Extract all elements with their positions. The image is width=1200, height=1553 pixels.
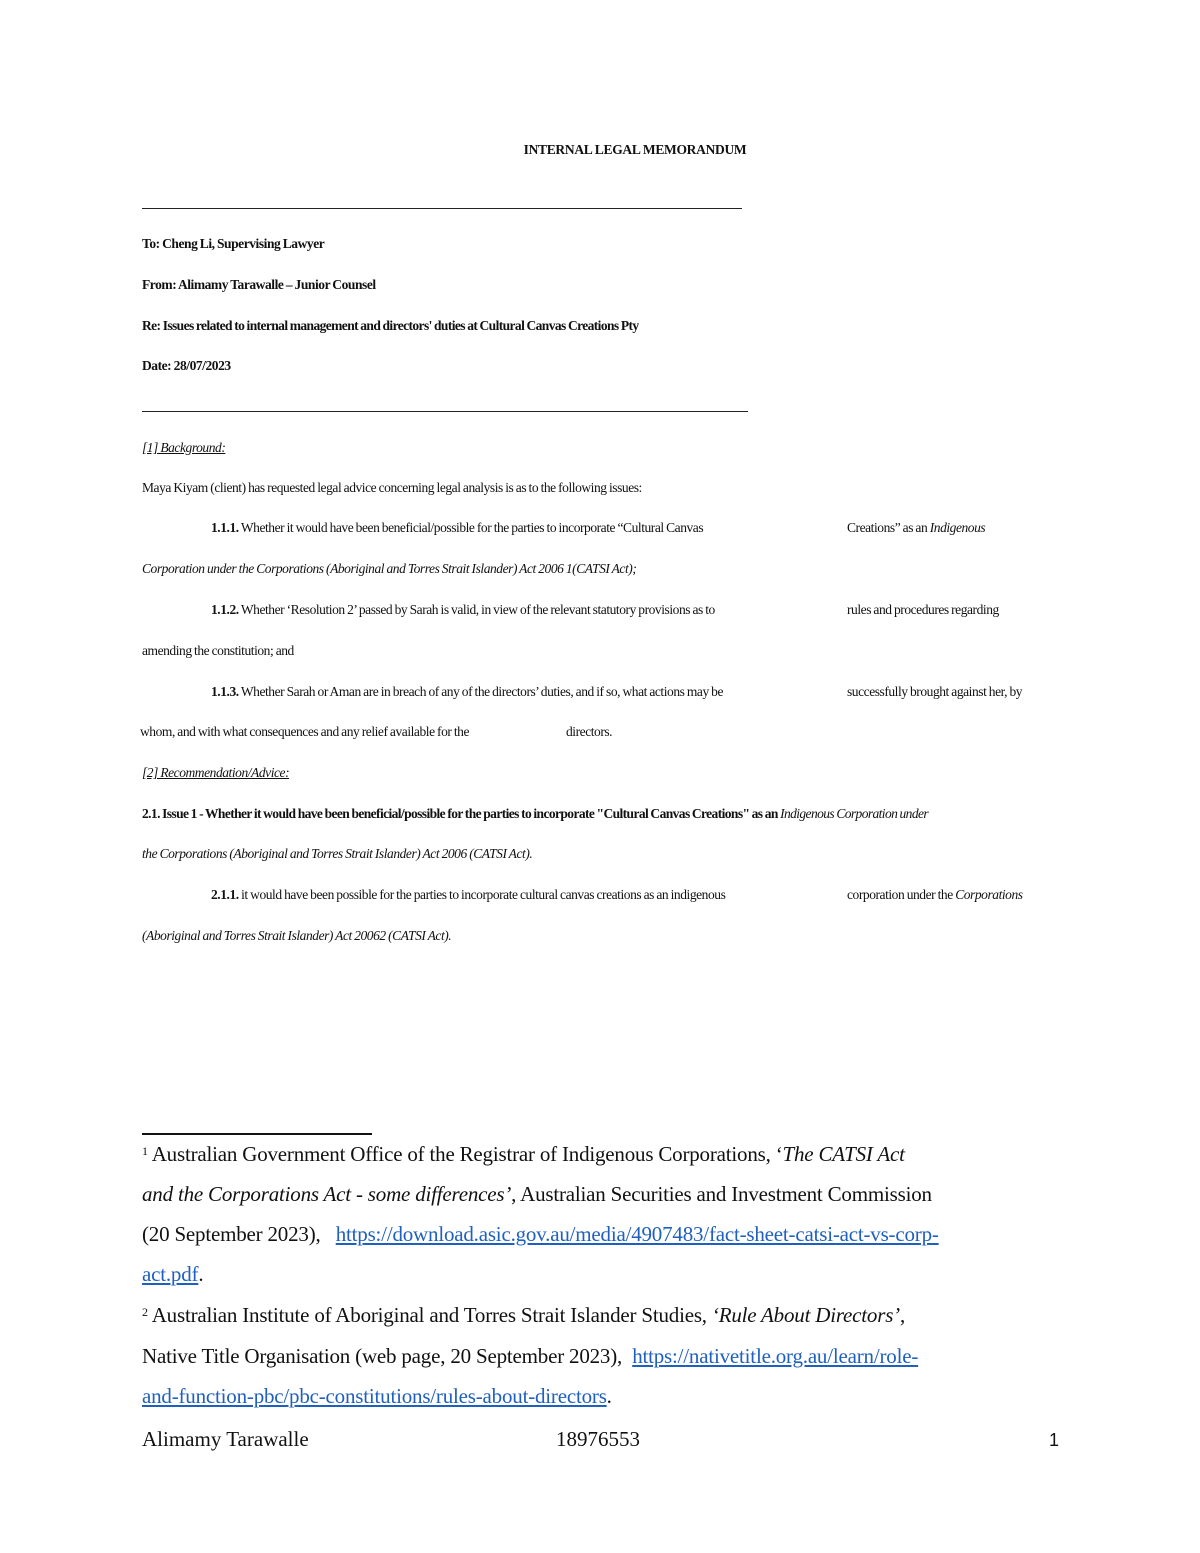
issue-item-1-line2: Corporation under the Corporations (Aboriginal and Torres Strait Islander) Act 2006 1(CATSI Act); bbox=[142, 561, 637, 576]
footer-author: Alimamy Tarawalle bbox=[142, 1427, 309, 1451]
footnote-1-text-a: Australian Government Office of the Registrar of Indigenous Corporations, ‘ bbox=[151, 1142, 783, 1166]
issue-item-2-text: Whether ‘Resolution 2’ passed by Sarah is valid, in view of the relevant statutory provisions as to bbox=[240, 602, 715, 617]
footnote-2-text-a: Australian Institute of Aboriginal and Torres Strait Islander Studies, bbox=[151, 1303, 707, 1327]
footnote-1-line2 bbox=[142, 1182, 932, 1207]
to-value: Cheng Li, Supervising Lawyer bbox=[162, 236, 325, 251]
issue-1-heading bbox=[142, 806, 928, 822]
issue-item-1-text: Whether it would have been beneficial/possible for the parties to incorporate “Cultural Canvas bbox=[240, 520, 704, 535]
memo-date-line bbox=[142, 358, 231, 374]
footnote-2-line2 bbox=[142, 1344, 918, 1369]
issue-item-1-text-b: Creations” as an bbox=[847, 520, 928, 535]
paragraph-2-1-1-text: it would have been possible for the parties to incorporate cultural canvas creations as an indigenous bbox=[241, 887, 726, 902]
issue-item-2-number: 1.1.2. bbox=[211, 602, 239, 617]
paragraph-2-1-1-line2: (Aboriginal and Torres Strait Islander) Act 20062 (CATSI Act). bbox=[142, 928, 452, 943]
re-label: Re: bbox=[142, 318, 161, 333]
issue-item-3 bbox=[211, 684, 723, 700]
paragraph-2-1-1-continued bbox=[847, 887, 1023, 903]
footnote-1-line4 bbox=[142, 1262, 203, 1287]
paragraph-2-1-1-text-b: corporation under the bbox=[847, 887, 953, 902]
from-label: From: bbox=[142, 277, 177, 292]
re-value: Issues related to internal management and directors' duties at Cultural Canvas Creations Pty bbox=[162, 318, 639, 333]
issue-item-1-continued bbox=[847, 520, 985, 536]
footnote-2-end: . bbox=[606, 1384, 612, 1408]
issue-1-heading-line2: the Corporations (Aboriginal and Torres Strait Islander) Act 2006 (CATSI Act). bbox=[142, 846, 533, 861]
paragraph-2-1-1-number: 2.1.1. bbox=[211, 887, 239, 902]
footnote-2-text-b: , bbox=[899, 1303, 906, 1327]
footnote-2-line3 bbox=[142, 1384, 612, 1409]
header-rule-top bbox=[142, 208, 742, 209]
issue-item-2-line2: amending the constitution; and bbox=[142, 643, 294, 658]
footnote-1-link[interactable]: https://download.asic.gov.au/media/4907483/fact-sheet-catsi-act-vs-corp- bbox=[335, 1222, 939, 1246]
issue-item-3-line2: whom, and with what consequences and any relief available for the bbox=[140, 724, 469, 739]
issue-item-1-text-c: Indigenous bbox=[929, 520, 986, 535]
memo-from-line bbox=[142, 277, 376, 293]
paragraph-2-1-1-text-c: Corporations bbox=[955, 887, 1023, 902]
issue-item-1 bbox=[211, 520, 703, 536]
recommendation-heading: [2] Recommendation/Advice: bbox=[142, 765, 290, 780]
background-intro: Maya Kiyam (client) has requested legal advice concerning legal analysis is as to the following issues: bbox=[142, 480, 642, 495]
footnote-1-link-continued[interactable]: act.pdf bbox=[142, 1262, 199, 1286]
footnote-1-end: . bbox=[198, 1262, 204, 1286]
footnote-2-link[interactable]: https://nativetitle.org.au/learn/role- bbox=[632, 1344, 919, 1368]
footnote-separator bbox=[142, 1133, 372, 1135]
from-value: Alimamy Tarawalle – Junior Counsel bbox=[177, 277, 376, 292]
issue-item-3-line2-end: directors. bbox=[566, 724, 613, 739]
footnote-1-title-a: The CATSI Act bbox=[782, 1142, 905, 1166]
footnote-2-title: ‘Rule About Directors’ bbox=[711, 1303, 900, 1327]
memo-title: INTERNAL LEGAL MEMORANDUM bbox=[523, 142, 747, 157]
issue-item-2-continued: rules and procedures regarding bbox=[847, 602, 999, 617]
footnote-1-title-b: and the Corporations Act - some differences’ bbox=[142, 1182, 512, 1206]
memo-re-line bbox=[142, 318, 639, 334]
memo-to-line bbox=[142, 236, 324, 252]
background-heading: [1] Background: bbox=[142, 440, 226, 455]
header-rule-bottom bbox=[142, 411, 748, 412]
issue-1-heading-italic: Indigenous Corporation under bbox=[780, 806, 929, 821]
footnote-2-line1 bbox=[142, 1303, 905, 1328]
footer-student-id: 18976553 bbox=[556, 1427, 640, 1451]
footnote-1-text-c: (20 September 2023), bbox=[142, 1222, 321, 1246]
issue-item-3-number: 1.1.3. bbox=[211, 684, 239, 699]
footnote-2-marker: 2 bbox=[142, 1305, 148, 1319]
footnote-1-marker: 1 bbox=[142, 1144, 148, 1158]
issue-1-heading-bold: 2.1. Issue 1 - Whether it would have been beneficial/possible for the parties to incorporate "Cultural Canvas Creations" as an bbox=[142, 806, 778, 821]
to-label: To: bbox=[142, 236, 160, 251]
footnote-1-line3 bbox=[142, 1222, 939, 1247]
date-label: Date: bbox=[142, 358, 172, 373]
issue-item-3-text: Whether Sarah or Aman are in breach of any of the directors’ duties, and if so, what actions may be bbox=[240, 684, 724, 699]
footnote-1-text-b: , Australian Securities and Investment Commission bbox=[511, 1182, 932, 1206]
footnote-1-line1 bbox=[142, 1142, 905, 1167]
footnote-2-text-c: Native Title Organisation (web page, 20 September 2023), bbox=[142, 1344, 623, 1368]
issue-item-2 bbox=[211, 602, 715, 618]
issue-item-1-number: 1.1.1. bbox=[211, 520, 239, 535]
date-value: 28/07/2023 bbox=[173, 358, 231, 373]
issue-item-3-continued: successfully brought against her, by bbox=[847, 684, 1023, 699]
footnote-2-link-continued[interactable]: and-function-pbc/pbc-constitutions/rules-about-directors bbox=[142, 1384, 607, 1408]
footer-page-number: 1 bbox=[1049, 1430, 1060, 1450]
paragraph-2-1-1 bbox=[211, 887, 725, 903]
